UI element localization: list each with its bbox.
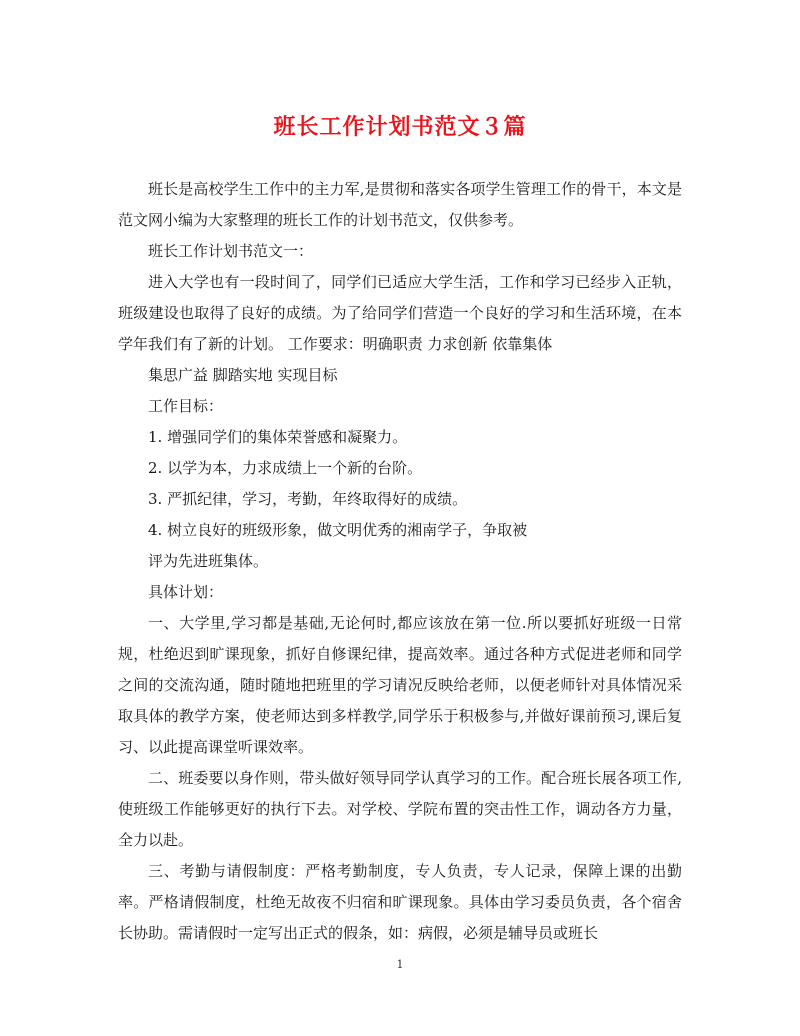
goal-item-3: 3. 严抓纪律，学习，考勤，年终取得好的成绩。 <box>148 490 468 508</box>
plan-heading: 具体计划： <box>148 583 224 601</box>
plan-item-3: 三、考勤与请假制度：严格考勤制度，专人负责，专人记录，保障上课的出勤率。严格请假制度，杜绝无故夜不归宿和旷课现象。具体由学习委员负责，各个宿舍长协助。需请假时一定写出正式的假条，如：病假，必须是辅导员或班长 <box>118 862 682 942</box>
goal-item-1: 1. 增强同学们的集体荣誉感和凝聚力。 <box>148 428 408 446</box>
plan-item-1: 一、大学里,学习都是基础,无论何时,都应该放在第一位.所以要抓好班级一日常规，杜绝迟到旷课现象，抓好自修课纪律，提高效率。通过各种方式促进老师和同学之间的交流沟通，随时随地把班里的学习请况反映给老师，以便老师针对具体情况采取具体的教学方案，使老师达到多样教学,同学乐于积极参与,并做好课前预习,课后复习、以此提高课堂听课效率。 <box>118 614 682 756</box>
page-number: 1 <box>396 958 404 971</box>
intro-paragraph: 班长是高校学生工作中的主力军,是贯彻和落实各项学生管理工作的骨干，本文是范文网小编为大家整理的班长工作的计划书范文，仅供参考。 <box>118 180 682 229</box>
goal-item-4-cont: 评为先进班集体。 <box>148 552 269 570</box>
document-body <box>118 174 682 949</box>
goals-heading: 工作目标： <box>148 397 224 415</box>
goal-item-4: 4. 树立良好的班级形象，做文明优秀的湘南学子，争取被 <box>148 521 528 539</box>
section-heading-1: 班长工作计划书范文一： <box>148 242 314 260</box>
goal-item-2: 2. 以学为本，力求成绩上一个新的台阶。 <box>148 459 423 477</box>
plan-item-2: 二、班委要以身作则，带头做好领导同学认真学习的工作。配合班长展各项工作,使班级工作能够更好的执行下去。对学校、学院布置的突击性工作，调动各方力量，全力以赴。 <box>118 769 682 849</box>
paragraph-intro-plan: 进入大学也有一段时间了，同学们已适应大学生活，工作和学习已经步入正轨，班级建设也取得了良好的成绩。为了给同学们营造一个良好的学习和生活环境，在本学年我们有了新的计划。 工作要求：明确职责 力求创新 依靠集体 <box>118 273 682 353</box>
paragraph-requirements-cont: 集思广益 脚踏实地 实现目标 <box>148 366 338 384</box>
document-title: 班长工作计划书范文３篇 <box>273 114 527 140</box>
